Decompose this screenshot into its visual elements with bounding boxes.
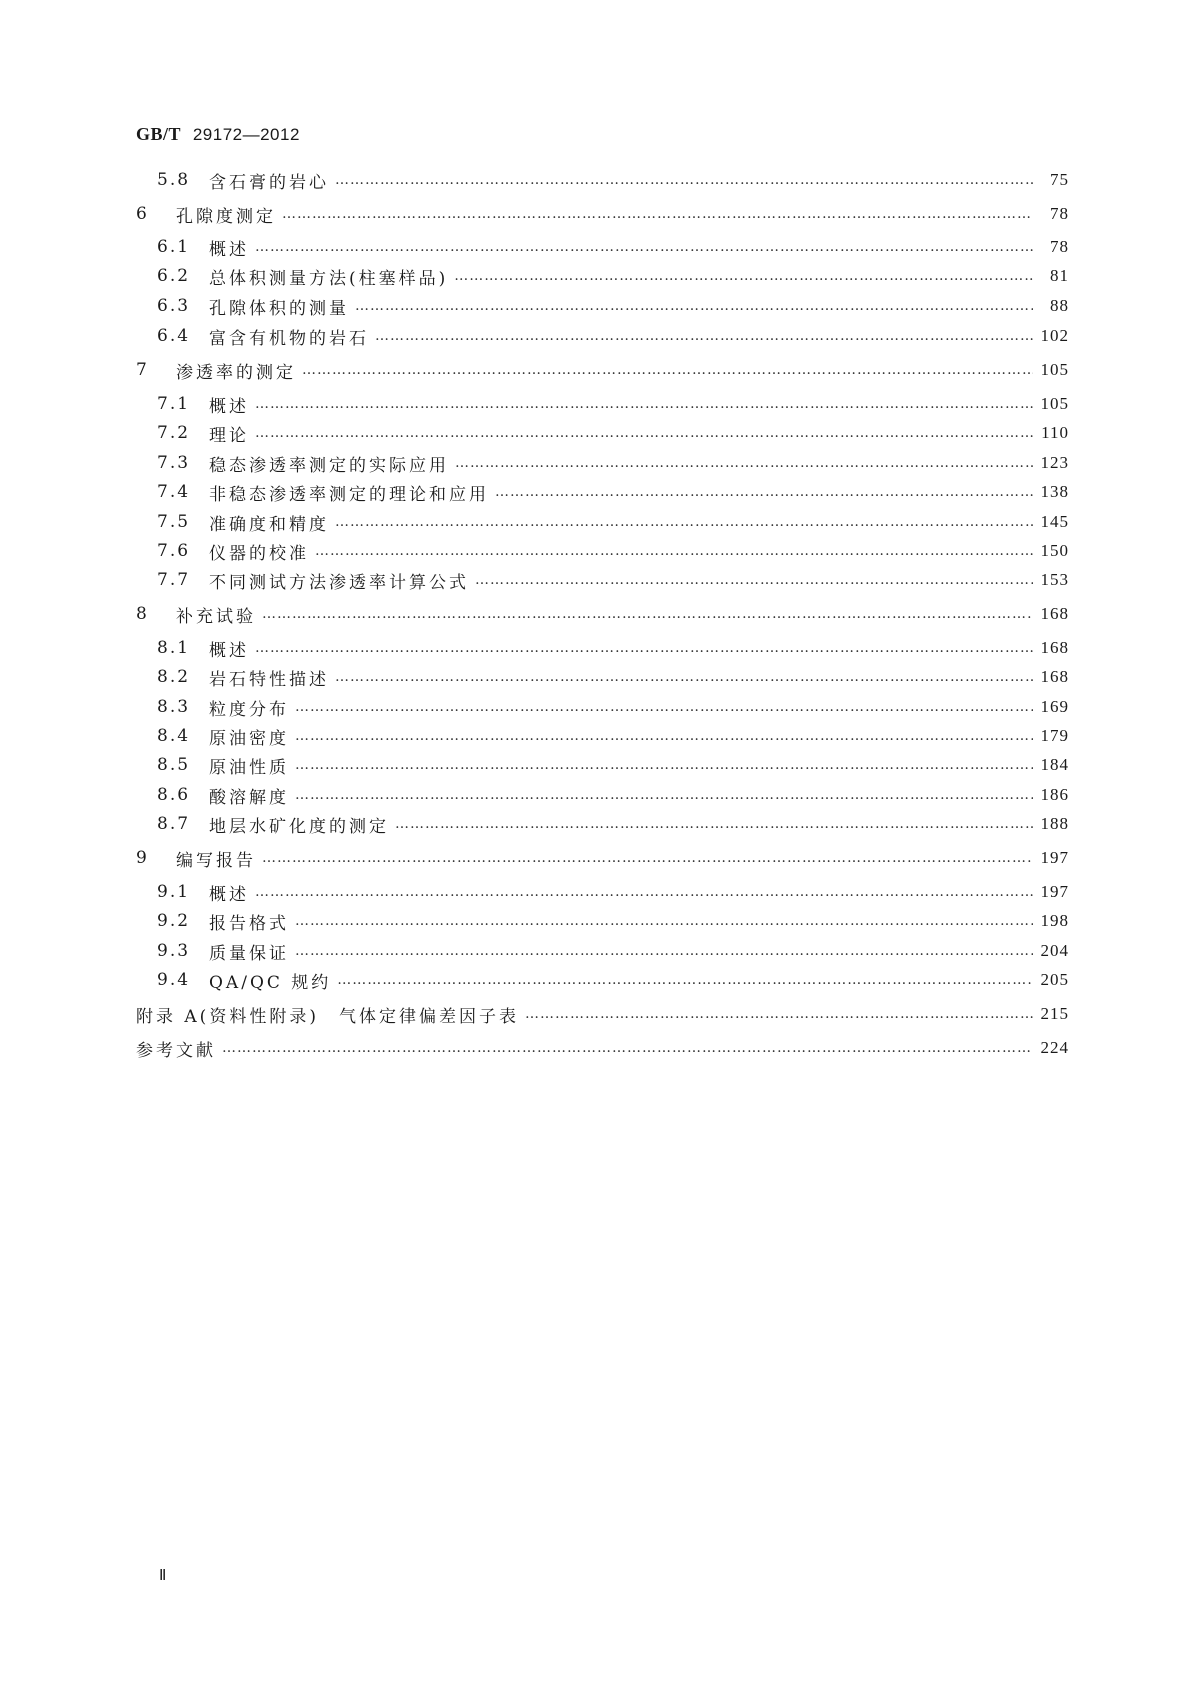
toc-entry-lead: [157, 235, 249, 260]
toc-entry-lead: [157, 451, 449, 476]
toc-entry-lead: [157, 324, 369, 349]
page-number: Ⅱ: [159, 1568, 167, 1584]
toc-entry-title: 概述: [209, 640, 249, 661]
toc-entry-title: 附录 A(资料性附录) 气体定律偏差因子表: [136, 1006, 519, 1027]
document-header: [136, 124, 300, 145]
toc-entry-number: 9.2: [157, 911, 191, 931]
toc-entry-title: 补充试验: [176, 606, 256, 627]
toc-entry[interactable]: [0, 966, 1191, 994]
toc-entry[interactable]: [0, 478, 1191, 506]
toc-dot-leader: [495, 482, 1033, 502]
toc-entry-number: 6.3: [157, 296, 191, 316]
toc-entry-page: 169: [1040, 697, 1069, 716]
toc-entry-number: 7: [136, 360, 149, 380]
toc-dot-leader: [262, 604, 1033, 624]
toc-entry[interactable]: [0, 262, 1191, 290]
toc-entry-lead: [136, 202, 276, 227]
toc-entry-page: 168: [1040, 638, 1069, 657]
toc-entry-page: 123: [1040, 453, 1069, 472]
toc-entry[interactable]: [0, 356, 1191, 384]
toc-entry-number: 7.4: [157, 482, 191, 502]
toc-entry-page: 78: [1050, 237, 1069, 256]
toc-entry-page: 197: [1040, 882, 1069, 901]
toc-entry-page: 168: [1040, 667, 1069, 686]
toc-entry-number: 6.1: [157, 237, 191, 257]
toc-entry-page: 150: [1040, 541, 1069, 560]
toc-entry-title: 总体积测量方法(柱塞样品): [209, 268, 449, 289]
toc-entry-title: 稳态渗透率测定的实际应用: [209, 455, 449, 476]
toc-entry-title: 概述: [209, 884, 249, 905]
toc-entry-lead: [157, 753, 289, 778]
toc-dot-leader: [255, 237, 1033, 257]
toc-entry-lead: [136, 1002, 519, 1027]
toc-entry-title: 质量保证: [209, 943, 289, 964]
toc-entry-number: 7.1: [157, 394, 191, 414]
toc-entry[interactable]: [0, 537, 1191, 565]
toc-entry[interactable]: [0, 1034, 1191, 1062]
toc-dot-leader: [315, 541, 1033, 561]
toc-dot-leader: [475, 570, 1033, 590]
toc-entry[interactable]: [0, 907, 1191, 935]
toc-entry[interactable]: [0, 322, 1191, 350]
toc-entry-lead: [157, 480, 489, 505]
toc-dot-leader: [335, 512, 1033, 532]
toc-entry-page: 138: [1040, 482, 1069, 501]
toc-entry-number: 9.1: [157, 882, 191, 902]
toc-entry-title: 粒度分布: [209, 699, 289, 720]
toc-entry[interactable]: [0, 390, 1191, 418]
toc-entry-title: 概述: [209, 396, 249, 417]
toc-entry-lead: [157, 421, 249, 446]
toc-entry-title: 原油密度: [209, 728, 289, 749]
toc-entry[interactable]: [0, 810, 1191, 838]
toc-entry[interactable]: [0, 751, 1191, 779]
toc-entry[interactable]: [0, 937, 1191, 965]
toc-entry-lead: [136, 846, 256, 871]
toc-entry-title: QA/QC 规约: [209, 972, 332, 993]
toc-entry-page: 81: [1050, 266, 1069, 285]
toc-entry-title: 孔隙体积的测量: [209, 298, 349, 319]
toc-entry-number: 7.6: [157, 541, 191, 561]
toc-entry-page: 102: [1040, 326, 1069, 345]
toc-entry-number: 9: [136, 848, 149, 868]
toc-dot-leader: [295, 941, 1033, 961]
toc-dot-leader: [295, 755, 1033, 775]
toc-entry-page: 88: [1050, 296, 1069, 315]
toc-entry-page: 184: [1040, 755, 1069, 774]
toc-entry-page: 145: [1040, 512, 1069, 531]
toc-entry-lead: [157, 812, 389, 837]
toc-entry[interactable]: [0, 419, 1191, 447]
toc-entry-number: 9.4: [157, 970, 191, 990]
toc-entry[interactable]: [0, 166, 1191, 194]
toc-dot-leader: [255, 394, 1033, 414]
toc-entry-lead: [157, 264, 448, 289]
toc-entry-lead: [157, 636, 249, 661]
toc-entry-title: 不同测试方法渗透率计算公式: [209, 572, 469, 593]
toc-entry-title: 含石膏的岩心: [209, 172, 329, 193]
toc-entry[interactable]: [0, 449, 1191, 477]
toc-entry-lead: [157, 539, 309, 564]
toc-dot-leader: [255, 882, 1033, 902]
toc-dot-leader: [262, 848, 1033, 868]
toc-entry-number: 7.2: [157, 423, 191, 443]
toc-entry-number: 8.6: [157, 785, 191, 805]
toc-entry[interactable]: [0, 722, 1191, 750]
toc-entry-lead: [157, 568, 469, 593]
toc-entry-title: 报告格式: [209, 913, 289, 934]
toc-entry-title: 仪器的校准: [209, 543, 309, 564]
toc-entry-title: 岩石特性描述: [209, 669, 329, 690]
standard-code: GB/T: [136, 124, 182, 144]
toc-entry-number: 6: [136, 204, 149, 224]
toc-entry[interactable]: [0, 781, 1191, 809]
toc-entry[interactable]: [0, 233, 1191, 261]
toc-entry-title: 理论: [209, 425, 249, 446]
toc-entry[interactable]: [0, 508, 1191, 536]
toc-dot-leader: [255, 423, 1033, 443]
toc-dot-leader: [525, 1004, 1033, 1024]
toc-entry-title: 原油性质: [209, 757, 289, 778]
toc-dot-leader: [295, 726, 1033, 746]
toc-entry-number: 8.7: [157, 814, 191, 834]
toc-entry-page: 204: [1040, 941, 1069, 960]
toc-entry-number: 6.2: [157, 266, 191, 286]
toc-entry-page: 78: [1050, 204, 1069, 223]
toc-dot-leader: [335, 667, 1033, 687]
standard-number: 29172—2012: [192, 125, 300, 144]
toc-entry-lead: [157, 294, 349, 319]
toc-entry-page: 205: [1040, 970, 1069, 989]
toc-entry-title: 编写报告: [176, 850, 256, 871]
toc-dot-leader: [295, 785, 1033, 805]
toc-entry-title: 概述: [209, 239, 249, 260]
toc-entry-title: 地层水矿化度的测定: [209, 816, 389, 837]
toc-entry-title: 准确度和精度: [209, 514, 329, 535]
toc-dot-leader: [455, 453, 1033, 473]
toc-entry-number: 7.3: [157, 453, 191, 473]
toc-entry[interactable]: [0, 844, 1191, 872]
toc-entry-title: 富含有机物的岩石: [209, 328, 369, 349]
toc-entry[interactable]: [0, 600, 1191, 628]
toc-entry-number: 8.3: [157, 697, 191, 717]
toc-entry-number: 8.1: [157, 638, 191, 658]
toc-entry-title: 孔隙度测定: [176, 206, 276, 227]
toc-entry-lead: [157, 510, 329, 535]
toc-entry-page: 188: [1040, 814, 1069, 833]
toc-entry-page: 153: [1040, 570, 1069, 589]
toc-dot-leader: [375, 326, 1033, 346]
toc-entry-lead: [136, 358, 296, 383]
toc-entry-lead: [157, 695, 289, 720]
toc-dot-leader: [335, 170, 1033, 190]
toc-dot-leader: [395, 814, 1033, 834]
toc-entry-lead: [157, 909, 289, 934]
toc-dot-leader: [222, 1038, 1033, 1058]
toc-entry[interactable]: [0, 634, 1191, 662]
toc-entry-lead: [157, 783, 289, 808]
toc-entry-number: 7.5: [157, 512, 191, 532]
toc-dot-leader: [337, 970, 1033, 990]
toc-entry-number: 9.3: [157, 941, 191, 961]
toc-dot-leader: [282, 204, 1033, 224]
toc-entry-page: 179: [1040, 726, 1069, 745]
toc-entry-number: 8.5: [157, 755, 191, 775]
toc-entry-page: 75: [1050, 170, 1069, 189]
toc-entry-page: 105: [1040, 360, 1069, 379]
toc-entry-title: 酸溶解度: [209, 787, 289, 808]
toc-dot-leader: [295, 697, 1033, 717]
toc-entry-number: 8.2: [157, 667, 191, 687]
toc-entry-page: 168: [1040, 604, 1069, 623]
toc-dot-leader: [295, 911, 1033, 931]
toc-entry-number: 8: [136, 604, 149, 624]
toc-entry-lead: [157, 880, 249, 905]
toc-entry-number: 7.7: [157, 570, 191, 590]
toc-dot-leader: [302, 360, 1033, 380]
toc-entry-number: 5.8: [157, 170, 191, 190]
toc-entry-number: 6.4: [157, 326, 191, 346]
toc-entry-lead: [136, 602, 256, 627]
toc-entry-page: 197: [1040, 848, 1069, 867]
toc-dot-leader: [355, 296, 1033, 316]
toc-entry-lead: [157, 724, 289, 749]
toc-dot-leader: [255, 638, 1033, 658]
toc-entry[interactable]: [0, 200, 1191, 228]
toc-entry-lead: [157, 168, 329, 193]
toc-entry[interactable]: [0, 1000, 1191, 1028]
toc-entry-title: 非稳态渗透率测定的理论和应用: [209, 484, 489, 505]
toc-entry[interactable]: [0, 693, 1191, 721]
toc-entry-title: 参考文献: [136, 1040, 216, 1061]
toc-entry-page: 224: [1040, 1038, 1069, 1057]
toc-entry-page: 215: [1040, 1004, 1069, 1023]
toc-entry-page: 186: [1040, 785, 1069, 804]
toc-entry-page: 198: [1040, 911, 1069, 930]
toc-entry-title: 渗透率的测定: [176, 362, 296, 383]
toc-entry[interactable]: [0, 566, 1191, 594]
toc-entry[interactable]: [0, 292, 1191, 320]
toc-dot-leader: [454, 266, 1033, 286]
toc-entry-lead: [136, 1036, 216, 1061]
toc-entry-page: 105: [1040, 394, 1069, 413]
toc-entry-lead: [157, 392, 249, 417]
toc-entry-lead: [157, 968, 331, 993]
toc-entry[interactable]: [0, 878, 1191, 906]
toc-entry-lead: [157, 665, 329, 690]
toc-entry[interactable]: [0, 663, 1191, 691]
toc-entry-page: 110: [1041, 423, 1069, 442]
toc-entry-number: 8.4: [157, 726, 191, 746]
toc-entry-lead: [157, 939, 289, 964]
